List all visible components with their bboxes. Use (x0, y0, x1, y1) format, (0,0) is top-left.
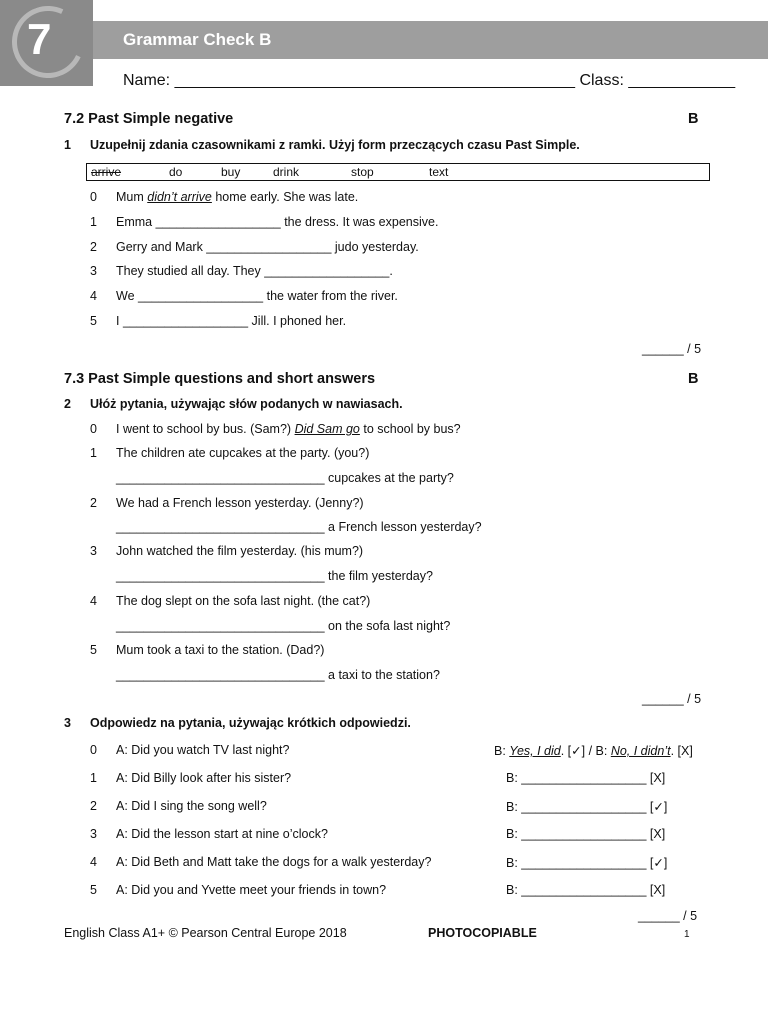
exercise-line: Gerry and Mark __________________ judo yesterday. (116, 240, 419, 254)
word-box-item: arrive (91, 165, 122, 179)
example-answer-no: No, I didn’t (610, 744, 671, 758)
task-instruction: Odpowiedz na pytania, używając krótkich odpowiedzi. (90, 716, 411, 730)
item-question: A: Did Billy look after his sister? (116, 771, 292, 785)
word-box (86, 163, 710, 181)
name-class-line: Name: _____________________________________________ Class: ____________ (123, 72, 736, 89)
item-number: 5 (90, 643, 97, 657)
item-number: 2 (90, 496, 97, 510)
item-prompt: We had a French lesson yesterday. (Jenny?) (116, 496, 364, 510)
answer-line: B: __________________ [✓] (506, 800, 668, 814)
score-box: ______ / 5 (638, 909, 698, 923)
footer-photocopiable: PHOTOCOPIABLE (428, 926, 537, 940)
exercise-line: ______________________________ a taxi to the station? (116, 668, 440, 682)
item-number: 3 (90, 827, 97, 841)
item-prompt: The children ate cupcakes at the party. (you?) (116, 446, 370, 460)
item-question: A: Did you and Yvette meet your friends in town? (116, 883, 387, 897)
task-number: 2 (64, 397, 71, 411)
item-prompt: Mum took a taxi to the station. (Dad?) (116, 643, 325, 657)
task-instruction: Uzupełnij zdania czasownikami z ramki. Użyj form przeczących czasu Past Simple. (90, 138, 580, 152)
task-number: 3 (64, 716, 71, 730)
section-level-letter: B (688, 111, 699, 127)
exercise-line: Emma __________________ the dress. It was expensive. (116, 215, 439, 229)
exercise-line: ______________________________ the film yesterday? (116, 569, 433, 583)
item-number: 0 (90, 422, 97, 436)
item-number: 5 (90, 314, 97, 328)
item-number: 0 (90, 190, 97, 204)
item-number: 4 (90, 594, 97, 608)
item-number: 1 (90, 446, 97, 460)
exercise-line: They studied all day. They __________________. (116, 264, 393, 278)
section-title-7-3: 7.3 Past Simple questions and short answers (64, 371, 376, 387)
exercise-line: We __________________ the water from the river. (116, 289, 398, 303)
item-number: 4 (90, 855, 97, 869)
score-box: ______ / 5 (642, 692, 702, 706)
task-number: 1 (64, 138, 71, 152)
word-box-item: buy (221, 165, 241, 179)
header-bar (0, 21, 768, 59)
answer-line: B: __________________ [X] (506, 827, 666, 841)
exercise-line: ______________________________ a French lesson yesterday? (116, 520, 482, 534)
section-level-letter: B (688, 371, 699, 387)
exercise-line: I __________________ Jill. I phoned her. (116, 314, 347, 328)
exercise-line: ______________________________ cupcakes at the party? (116, 471, 454, 485)
unit-badge (0, 0, 93, 86)
item-question: A: Did you watch TV last night? (116, 743, 290, 757)
score-box: ______ / 5 (642, 342, 702, 356)
answer-line: B: __________________ [✓] (506, 856, 668, 870)
example-answer: Did Sam go (294, 422, 360, 436)
word-box-item: do (169, 165, 183, 179)
example-answer: didn’t arrive (147, 190, 212, 204)
word-box-item: text (429, 165, 449, 179)
item-question: A: Did Beth and Matt take the dogs for a walk yesterday? (116, 855, 432, 869)
task-instruction: Ułóż pytania, używając słów podanych w nawiasach. (90, 397, 403, 411)
word-box-item: stop (351, 165, 374, 179)
example-answer-yes: Yes, I did (509, 744, 561, 758)
page-title: Grammar Check B (123, 30, 272, 49)
item-number: 1 (90, 771, 97, 785)
example-sentence: I went to school by bus. (Sam?) Did Sam go to school by bus? (116, 422, 461, 436)
item-number: 2 (90, 799, 97, 813)
item-prompt: John watched the film yesterday. (his mum?) (116, 544, 364, 558)
item-prompt: The dog slept on the sofa last night. (the cat?) (116, 594, 371, 608)
item-question: A: Did I sing the song well? (116, 799, 267, 813)
page-number: 1 (684, 929, 690, 940)
item-number: 3 (90, 544, 97, 558)
item-number: 1 (90, 215, 97, 229)
exercise-line: ______________________________ on the sofa last night? (116, 619, 451, 633)
example-sentence: Mum didn’t arrive home early. She was late. (116, 190, 359, 204)
answer-line: B: __________________ [X] (506, 771, 666, 785)
item-number: 2 (90, 240, 97, 254)
item-question: A: Did the lesson start at nine o’clock? (116, 827, 328, 841)
answer-line: B: __________________ [X] (506, 883, 666, 897)
item-number: 4 (90, 289, 97, 303)
example-answer-pair: B: Yes, I did. [✓] / B: No, I didn’t. [X] (494, 744, 693, 758)
section-title-7-2: 7.2 Past Simple negative (64, 111, 234, 127)
footer-copyright: English Class A1+ © Pearson Central Europe 2018 (64, 926, 347, 940)
item-number: 0 (90, 743, 97, 757)
item-number: 3 (90, 264, 97, 278)
word-box-item: drink (273, 165, 300, 179)
unit-number: 7 (27, 15, 52, 64)
item-number: 5 (90, 883, 97, 897)
